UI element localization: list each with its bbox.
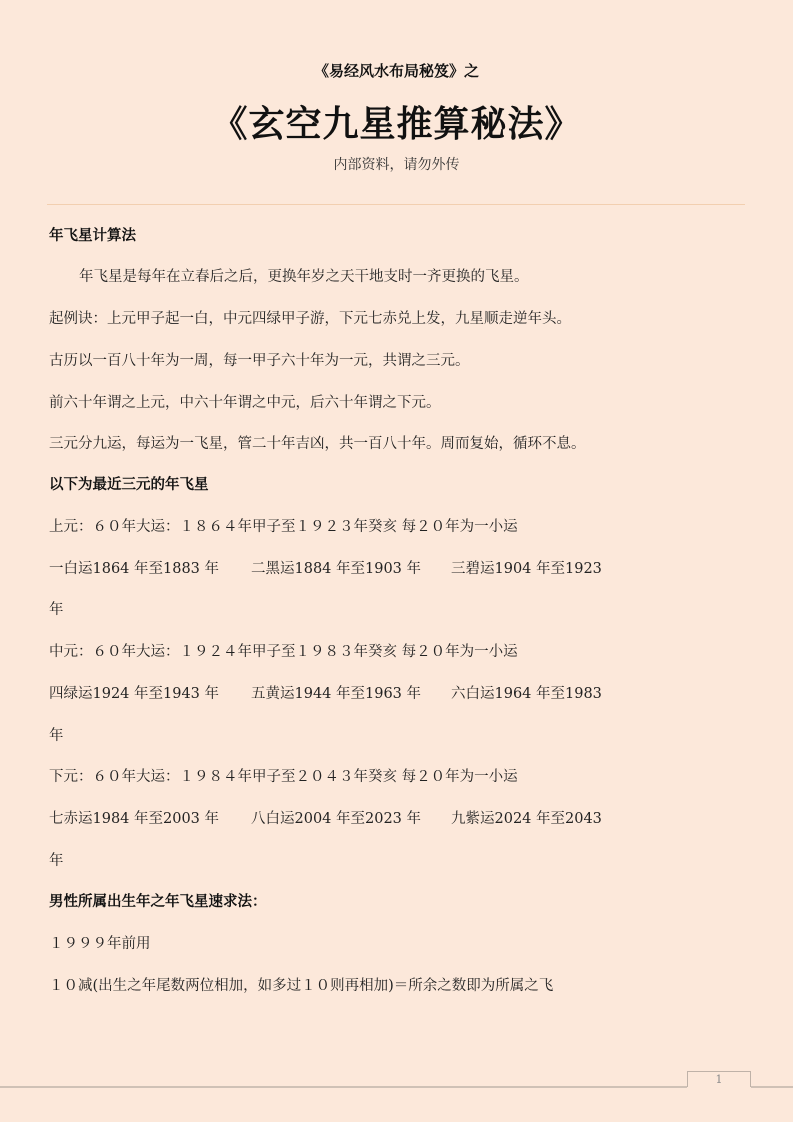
page-number: 1 [687,1071,751,1087]
period-7: 七赤运1984 年至2003 年 [49,811,220,827]
era-periods-wrap: 年 [49,602,64,618]
paragraph: １９９９年前用 [49,936,151,952]
era-summary-middle: 中元：６０年大运：１９２４年甲子至１９８３年癸亥 每２０年为一小运 [49,644,518,660]
era-summary-upper: 上元：６０年大运：１８６４年甲子至１９２３年癸亥 每２０年为一小运 [49,519,518,535]
section-heading-recent-eras: 以下为最近三元的年飞星 [49,477,209,493]
footer-rule [751,1086,793,1088]
paragraph: １０减(出生之年尾数两位相加，如多过１０则再相加)＝所余之数即为所属之飞 [49,978,554,994]
era-periods-middle [49,684,602,704]
paragraph: 三元分九运，每运为一飞星，管二十年吉凶，共一百八十年。周而复始，循环不息。 [49,436,586,452]
period-5: 五黄运1944 年至1963 年 [251,686,422,702]
page-title: 《玄空九星推算秘法》 [211,104,582,145]
paragraph: 古历以一百八十年为一周，每一甲子六十年为一元，共谓之三元。 [49,353,470,369]
series-title: 《易经风水布局秘笈》之 [313,62,479,80]
period-3: 三碧运1904 年至1923 [451,561,602,577]
era-periods-upper [49,559,602,579]
section-heading-annual-star: 年飞星计算法 [49,228,136,244]
period-9: 九紫运2024 年至2043 [451,811,602,827]
era-periods-lower [49,809,602,829]
paragraph: 起例诀：上元甲子起一白，中元四绿甲子游，下元七赤兑上发，九星顺走逆年头。 [49,311,571,327]
footer-rule [0,1086,687,1088]
paragraph: 前六十年谓之上元，中六十年谓之中元，后六十年谓之下元。 [49,395,441,411]
section-heading-male-formula: 男性所属出生年之年飞星速求法： [49,894,267,910]
period-1: 一白运1864 年至1883 年 [49,561,220,577]
period-4: 四绿运1924 年至1943 年 [49,686,220,702]
era-periods-wrap: 年 [49,853,64,869]
period-8: 八白运2004 年至2023 年 [251,811,422,827]
period-2: 二黑运1884 年至1903 年 [251,561,422,577]
period-6: 六白运1964 年至1983 [451,686,602,702]
era-summary-lower: 下元：６０年大运：１９８４年甲子至２０４３年癸亥 每２０年为一小运 [49,769,518,785]
era-periods-wrap: 年 [49,728,64,744]
paragraph: 年飞星是每年在立春后之后，更换年岁之天干地支时一齐更换的飞星。 [79,269,529,285]
header-divider [47,204,745,205]
confidential-note: 内部资料，请勿外传 [333,157,460,173]
